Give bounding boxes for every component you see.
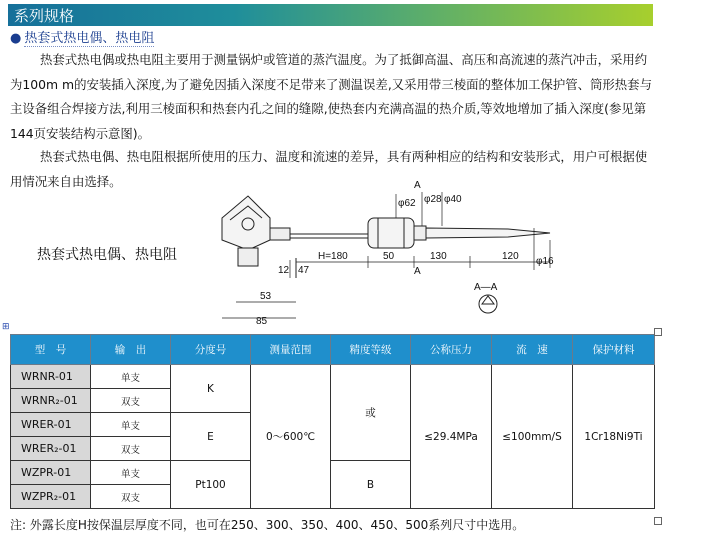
- accuracy-cell-top: 或: [331, 365, 411, 461]
- model-cell: WRNR-01: [11, 365, 91, 389]
- dim-h: H=180: [318, 251, 348, 262]
- section-mark-a-bottom: A: [414, 266, 421, 277]
- bullet: ●: [10, 31, 22, 46]
- accuracy-cell-bottom: B: [331, 461, 411, 509]
- section-mark-a-top: A: [414, 180, 421, 191]
- section-banner: [8, 4, 653, 26]
- velocity-cell: ≤100mm/S: [492, 365, 573, 509]
- output-cell: 单支: [91, 365, 171, 389]
- range-cell: 0～600℃: [251, 365, 331, 509]
- table-header-row: [11, 335, 655, 365]
- paragraph-1-text: 热套式热电偶或热电阻主要用于测量锅炉或管道的蒸汽温度。为了抵御高温、高压和高流速的蒸汽冲击，采用约为100m m的安装插入深度,为了避免因插入深度不足带来了测温误差,又采用带三棱面的整体加工保护管、筒形热套与主设备组合焊接方法,利用三棱面积和热套内孔之间的缝隙,使热套内充满高温的热介质,等效地增加了插入深度(参见第144页安装结构示意图)。: [10, 52, 652, 141]
- header-material: 保护材料: [573, 335, 655, 365]
- figure-caption: 热套式热电偶、热电阻: [37, 247, 177, 263]
- output-cell: 双支: [91, 437, 171, 461]
- header-model: 型 号: [11, 335, 91, 365]
- subheading-link[interactable]: 热套式热电偶、热电阻: [24, 31, 155, 46]
- footnote: 注: 外露长度H按保温层厚度不同，也可在250、300、350、400、450、500系列尺寸中选用。: [10, 518, 525, 532]
- dim-phi16: φ16: [536, 256, 554, 267]
- thermocouple-drawing: [208, 178, 558, 326]
- model-cell: WRNR₂-01: [11, 389, 91, 413]
- resize-handle-bottom-right[interactable]: [654, 517, 662, 525]
- spec-table: [10, 334, 655, 509]
- output-cell: 双支: [91, 389, 171, 413]
- dim-phi62: φ62: [398, 198, 416, 209]
- model-cell: WRER-01: [11, 413, 91, 437]
- dim-47: 47: [298, 265, 310, 276]
- header-accuracy: 精度等级: [331, 335, 411, 365]
- material-cell: 1Cr18Ni9Ti: [573, 365, 655, 509]
- section-title: 系列规格: [14, 7, 75, 25]
- subheading[interactable]: [10, 27, 154, 46]
- output-cell: 单支: [91, 413, 171, 437]
- dim-phi40: φ40: [444, 194, 462, 205]
- header-range: 测量范围: [251, 335, 331, 365]
- model-cell: WZPR₂-01: [11, 485, 91, 509]
- table-move-icon[interactable]: ⊞: [2, 322, 10, 332]
- dim-120: 120: [502, 251, 519, 262]
- graduation-cell: Pt100: [171, 461, 251, 509]
- section-label: A—A: [474, 282, 498, 293]
- section-view: [479, 295, 497, 313]
- header-output: 输 出: [91, 335, 171, 365]
- paragraph-1: [10, 48, 658, 146]
- dim-130: 130: [430, 251, 447, 262]
- model-cell: WRER₂-01: [11, 437, 91, 461]
- table-row: [11, 365, 655, 389]
- paragraph-2-text: 热套式热电偶、热电阻根据所使用的压力、温度和流速的差异，具有两种相应的结构和安装形式，用户可根据使用情况来自由选择。: [10, 149, 648, 189]
- dim-50: 50: [383, 251, 395, 262]
- dim-phi28: φ28: [424, 194, 442, 205]
- resize-handle-top-right[interactable]: [654, 328, 662, 336]
- dim-53: 53: [260, 291, 272, 302]
- header-graduation: 分度号: [171, 335, 251, 365]
- dim-12: 12: [278, 265, 290, 276]
- graduation-cell: K: [171, 365, 251, 413]
- model-cell: WZPR-01: [11, 461, 91, 485]
- header-velocity: 流 速: [492, 335, 573, 365]
- dim-85: 85: [256, 316, 268, 326]
- output-cell: 单支: [91, 461, 171, 485]
- graduation-cell: E: [171, 413, 251, 461]
- pressure-cell: ≤29.4MPa: [411, 365, 492, 509]
- header-pressure: 公称压力: [411, 335, 492, 365]
- output-cell: 双支: [91, 485, 171, 509]
